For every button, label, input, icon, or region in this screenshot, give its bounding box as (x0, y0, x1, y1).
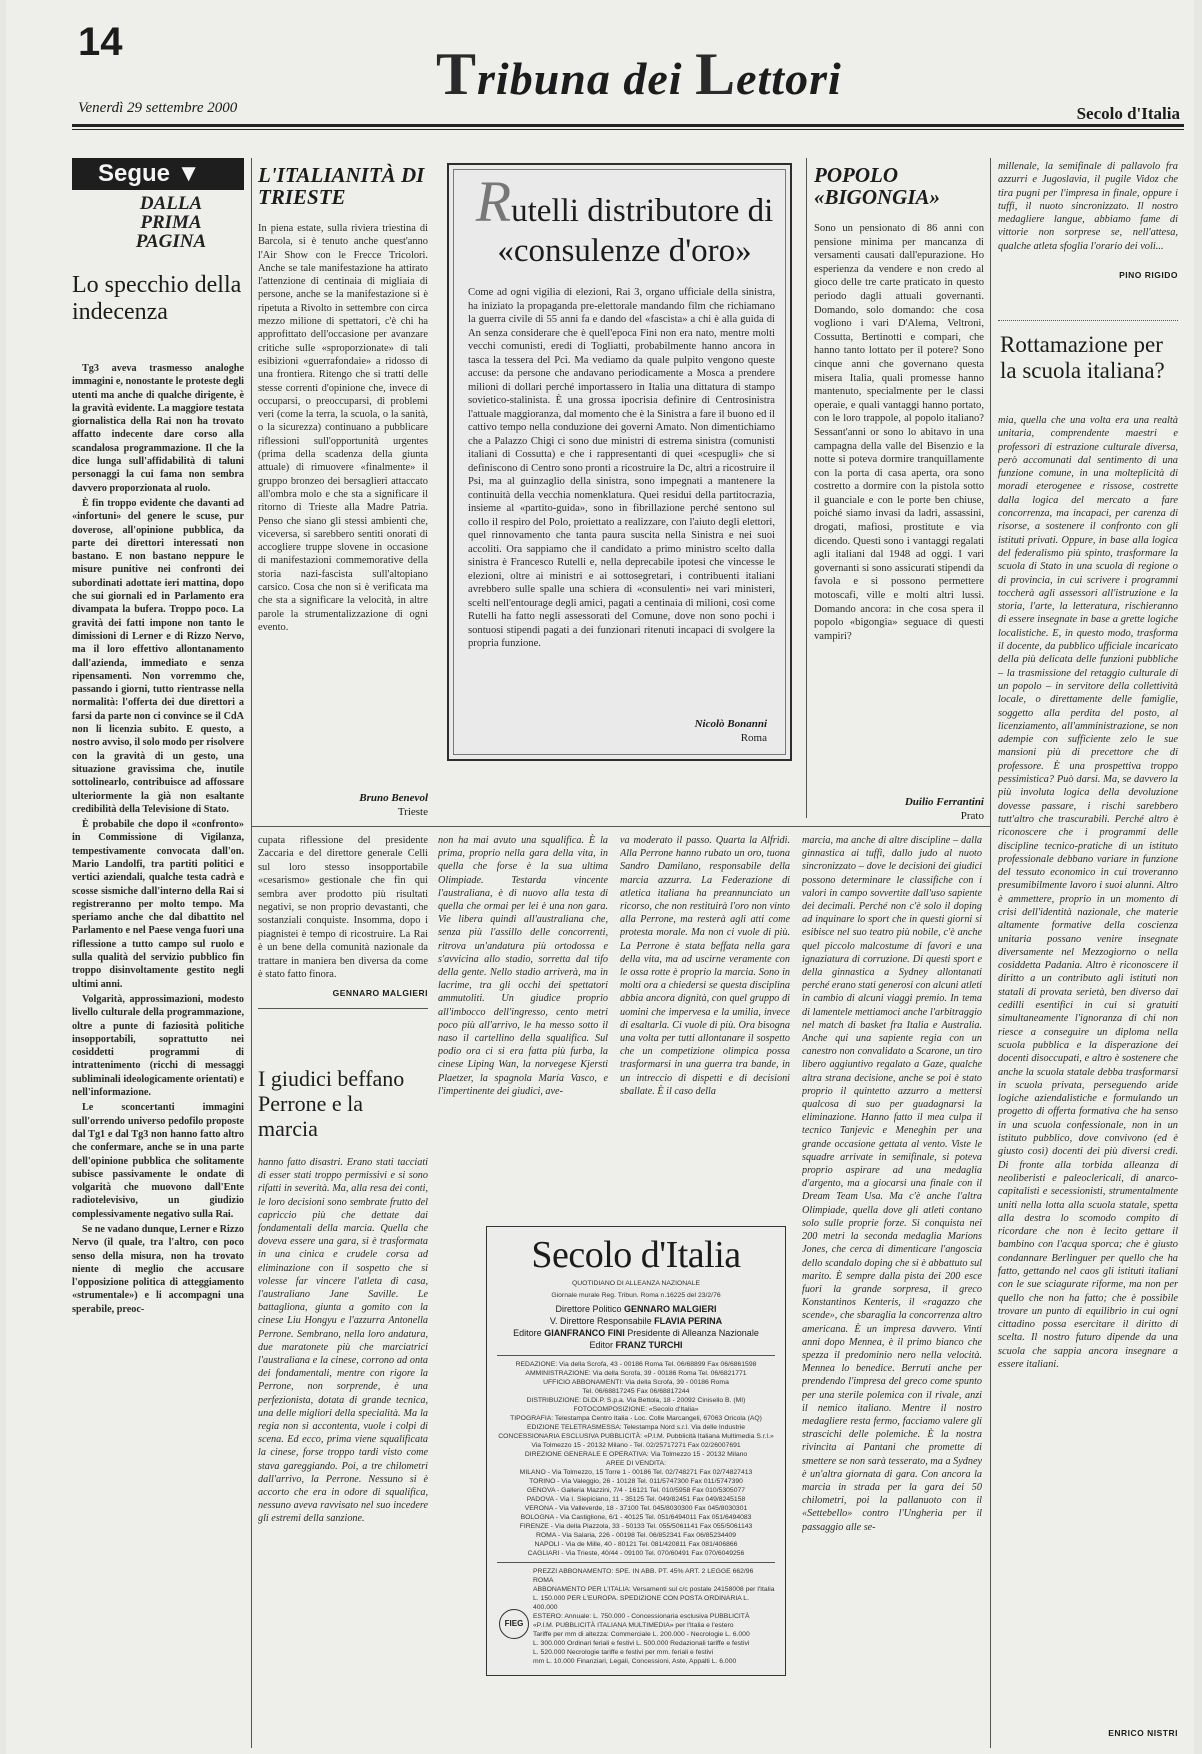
colophon-subtitle: QUOTIDIANO DI ALLEANZA NAZIONALE (571, 1280, 701, 1287)
vice-label: V. Direttore Responsabile (549, 1316, 652, 1326)
colophon-subscription-line: ESTERO: Annuale: L. 750.000 - Concessionaria esclusiva PUBBLICITÀ (533, 1613, 750, 1620)
giudici-headline: I giudici beffano Perrone e la marcia (258, 1066, 405, 1141)
colophon-rule (497, 1562, 775, 1563)
segue-paragraph: Volgarità, approssimazioni, modesto livello culturale della programmazione, oltre a punte di faziosità politiche insopportabili, soprattutto nei cosiddetti programmi di intrattenimento (ricchi di messaggi subliminali ideologicamente orientati) e nell'informazione. (72, 993, 244, 1099)
colophon-subscription-line: Tariffe per mm di altezza: Commerciale L. 200.000 - Necrologie L. 6.000 (533, 1631, 750, 1638)
segue-article (72, 362, 244, 1746)
colophon-subscription-line: L. 300.000 Ordinari feriali e festivi L. 500.000 Redazionali tariffe e festivi (533, 1640, 750, 1647)
colophon-registration: Giornale murale Reg. Tribun. Roma n.16225 del 23/2/76 (551, 1292, 721, 1299)
director-label: Direttore Politico (555, 1304, 622, 1314)
colophon-address-line: AREE DI VENDITA: (606, 1460, 666, 1467)
giudici-article-col-1: hanno fatto disastri. Erano stati tacciati di esser stati troppo permissivi e si sono rifatti in severità. Ma, alla resa dei conti, le loro decisioni sono sembrate frutto del capriccio più che dettate dai fondamentali della marcia. Quella che doveva essere una gara, si è trasformata in una cinica e crudele corsa ad eliminazione con il sospetto che si volesse far vincere l'atleta di casa, l'australiano Jane Saville. Le battagliona, giunta a gomito con la cinese Liu Hongyu e l'azzurra Antonella Perrone. Sembrano, nella loro andatura, due maratonete più che marciatrici l'australiana e la cinese, corrono ad onta dei fondamentali, mentre con rigore la Perrone, non sorprende, è una perfezionista, dotata di grande tecnica, una delle migliori della specialità. Ma la regia non si accontenta, vuole i colpi di scena. Ed ecco, prima viene squalificata la cinese, forse troppo tardi visto come stava gareggiando. Poi, a tre chilometri dall'arrivo, la Perrone. Nessuno si è accorto che era in odore di squalifica, nessuno aveva ravvisato nel suo incedere gli estremi della sanzione. (258, 1157, 428, 1525)
editor-label: Editor (589, 1340, 613, 1350)
section-divider (258, 1008, 428, 1009)
segue-paragraph: È fin troppo evidente che davanti ad «infortuni» del genere le scuse, pur doverose, all'opinione pubblica, da parte dei direttori interessati non bastano. E non bastano neppure le misure punitive nei confronti dei subordinati adottate ieri mattina, dopo che sui giornali ed in Parlamento era divampata la bufera. Troppo poco. La gravità dei fatti impone non tanto le dimissioni di Lerner e di Rizzo Nervo, ma il loro effettivo allontanamento dall'azienda, immediato e senza ripensamenti. Non vorremmo che, passando i giorni, tutto rientrasse nella normalità: l'offerta dei due direttori a farsi da parte non ci convince se il CdA non li licenzia subito. E questo, a nostro avviso, il solo modo per risolvere con la gravità di un gesto, una situazione gravissima che, inutile sottolinearlo, contribuisce ad affossare ulteriormente la già non esaltante credibilità della Televisione di Stato. (72, 497, 244, 815)
segue-paragraph: Se ne vadano dunque, Lerner e Rizzo Nervo (il quale, tra l'altro, con poco senso della misura, non ha trovato niente di meglio che accusare l'opposizione politica di atteggiamento «strumentale») e li accompagni una sperabile, preoc- (72, 1224, 244, 1315)
giudici-article-col-4: marcia, ma anche di altre discipline – dalla ginnastica ai tuffi, dallo judo al nuoto sincronizzato – dove le decisioni dei giudici possono determinare le classifiche con i valori in campo sovvertite dall'uso sapiente dei decimali. Perché non c'è solo il doping ad inquinare lo sport che in questi giorni si esibisce nel suo teatro più nobile, c'è anche quel piccolo malcostume di favori e una ignaziatura di corruzione. Di questi sport e della ginnastica a Sydney allontanati perché erano stati generosi con alcuni atleti in cambio di alcuni viaggi premio. In tema di lamentele mettiamoci anche l'arbitraggio nel match di basket fra Italia e Australia. Anche qui una sapiente regia con un canestro non convalidato a Scarone, un tiro libero aggiuntivo regalato a Gaze, qualche altra strana decisione, anche se poi è stato proprio il quintetto azzurro a mettersi qualcosa di suo per guadagnarsi la eliminazione. Hanno fatto il mea culpa il tecnico Tanjevic e Meneghin per una grande occasione gettata al vento. Viste le squadre arrivate in semifinale, si poteva proprio aspirare ad una medaglia d'argento, ma a giocarsi una finale con il Dream Team Usa. Ma c'è anche l'altra Olimpiade, quella dove gli atleti contano solo sulle proprie forze. Si conquista nei 200 metri la seconda medaglia Marions Jones, che cerca di dimenticare l'angoscia dello scandalo doping che si è abbattuto sul marito. È sempre dalla pista dei 200 esce fuori la grande sorpresa, il greco Konstantinos Kenteris, il «ragazzo che scende», che sbaraglia la concorrenza altro americana. È un impresa davvero. Vinti anni dopo Mennea, è il primo bianco che spezza il predominio nero nella velocità. Mennea lo benedice. Berruti anche per prendendo l'impresa del greco come spunto per una sterile polemica con il rivale, anzi il nemico italiano. Mentre il nostro medagliere resta fermo, facciamo valere gli strascichi delle polemiche. È la nostra rivincita ai Pantani che promette di smettere se non sarà tesserato, ma a Sydney è un'altra giornata di gara. Con ancora la marcia in strada per la gara dei 50 chilometri, poi la pallanuoto con il «Settebello» contro l'Ungheria per il passaggio alle se- (802, 835, 982, 1533)
rutelli-dropcap: R (475, 169, 512, 234)
masthead-initial-l: L (695, 41, 737, 107)
column-divider (806, 158, 807, 818)
segue-paragraph: È probabile che dopo il «confronto» in Commissione di Vigilanza, tempestivamente convocata dall'on. Mario Landolfi, tra partiti politici e vertici aziendali, qualche testa cadrà e scosse sismiche dall'interno della Rai si registreranno per molto tempo. Ma speriamo anche che dal dibattito nel Parlamento e nel Paese venga fuori una riflessione a tutto campo sul ruolo e sulla qualità del servizio pubblico fin troppo disinvoltamente gestito negli ultimi anni. (72, 819, 244, 990)
colophon-subscription-line: L. 520.000 Necrologie tariffe e festivi per mm. feriali e festivi (533, 1649, 714, 1656)
rutelli-headline (472, 169, 777, 271)
segue-paragraph: Tg3 aveva trasmesso analoghe immagini e, nonostante le proteste degli utenti ma anche di qualche dirigente, è la gravità evidente. La maggiore testata giornalistica della Rai non ha trovato affatto indecente dare corso alla scandalosa programmazione. Il che la dice lunga sull'affidabilità di taluni personaggi la cui fama non sembra davvero proporzionata al ruolo. (72, 363, 244, 494)
sport-signature: PINO RIGIDO (1119, 270, 1178, 280)
colophon-address-line: Tel. 06/68817245 Fax 06/68817244 (582, 1388, 690, 1395)
featured-inner-frame (453, 169, 786, 755)
section-divider (998, 320, 1178, 321)
colophon-address-line: ROMA - Via Salaria, 226 - 00198 Tel. 06/852341 Fax 06/85234409 (535, 1532, 737, 1539)
segue-continued-article: cupata riflessione del presidente Zaccaria e del direttore generale Celli sul loro stesso insopportabile «cesarismo» gestionale che fin qui sembra aver prodotto più risultati negativi, se non proprio devastanti, che sostanziali conquiste. Insomma, dopo i piagnistei è tempo di ricostruire. La Rai è un bene della comunità nazionale da trattare in maniera ben diversa da come è stato fatto finora. (258, 835, 428, 981)
colophon-address-line: MILANO - Via Tolmezzo, 15 Torre 1 - 00186 Tel. 02/748271 Fax 02/74827413 (519, 1469, 753, 1476)
segue-paragraph: Le sconcertanti immagini sull'orrendo universo pedofilo proposte dal Tg1 e dal Tg3 non hanno fatto altro che confermare, anche se in una parte dell'opinione pubblica che solitamente subisce passivamente le ondate di volgarità che muovono dall'Ente radiotelevisivo, un giudizio complessivamente negativo sulla Rai. (72, 1102, 244, 1220)
rottamazione-headline: Rottamazione per la scuola italiana? (1000, 332, 1165, 383)
colophon-address-line: Via Tolmezzo 15 - 20132 Milano - Tel. 02/25717271 Fax 02/26007691 (531, 1442, 741, 1449)
page-number: 14 (78, 20, 123, 64)
fieg-logo: FIEG (499, 1609, 529, 1639)
colophon-subscription-line: L. 150.000 PER L'EUROPA. SPEDIZIONE CON POSTA ORDINARIA L. 400.000 (533, 1595, 749, 1611)
colophon-address-line: DIREZIONE GENERALE E OPERATIVA: Via Tolmezzo 15 - 20132 Milano (524, 1451, 748, 1458)
colophon-publisher (497, 1327, 775, 1339)
colophon-address-line: FIRENZE - Via della Piazzola, 33 - 50133 Tel. 055/5061141 Fax 055/5061143 (519, 1523, 753, 1530)
issue-date: Venerdì 29 settembre 2000 (78, 100, 238, 116)
header-rule-thin (72, 129, 1184, 130)
trieste-place: Trieste (397, 806, 428, 818)
segue-signature: GENNARO MALGIERI (332, 988, 428, 998)
segue-label: Segue ▼ (72, 158, 244, 190)
colophon-address-line: FOTOCOMPOSIZIONE: «Secolo d'Italia» (573, 1406, 699, 1413)
segue-subtitle: DALLA PRIMA PAGINA (135, 193, 207, 252)
masthead-initial-t: T (436, 41, 478, 107)
rutelli-author: Nicolò Bonanni (694, 718, 767, 730)
column-divider (990, 158, 991, 1748)
trieste-author: Bruno Benevol (359, 792, 428, 804)
colophon-subscription-line: mm L. 10.000 Finanziari, Legali, Concessioni, Aste, Appalti L. 6.000 (533, 1658, 737, 1665)
colophon-address-list (497, 1360, 775, 1558)
masthead-word: ribuna dei (477, 53, 696, 104)
colophon-address-line: BOLOGNA - Via Castiglione, 6/1 - 40125 Tel. 051/6494011 Fax 051/6494083 (520, 1514, 752, 1521)
colophon-address-line: DISTRIBUZIONE: Di.Di.P. S.p.a. Via Bettola, 18 - 20092 Cinisello B. (MI) (526, 1397, 746, 1404)
rutelli-article: Come ad ogni vigilia di elezioni, Rai 3, organo ufficiale della sinistra, ha iniziato la propaganda pre-elettorale mandando film che richiamano la guerra civile di 55 anni fa e dando del «fascista» a chi è alla guida di An senza considerare che è quell'epoca Fini non era nato, mentre molti vecchi comunisti, eredi di Togliatti, probabilmente hanno ancora in tasca la tessera del Pci. Ma vediamo da quale pulpito vengono queste accuse: da persone che andavano periodicamente a Mosca a prendere milioni di dollari perché importassero in Italia una dittatura di stampo sovietico-stalinista. È una grossa ipocrisia definire di Centrosinistra l'attuale maggioranza, dal momento che è la Sinistra a fare il buono ed il cattivo tempo nella conduzione dei governi Amato. Non dimentichiamo che a Palazzo Chigi ci sono due ministri di estrema sinistra (comunisti italiani di Cossutta) e che i rappresentanti di quei «cespugli» che si definiscono di Centro sono pronti a ricostruire la Dc, altri a ricostruire il Psi, ma al guinzaglio della sinistra, sono impegnati a mantenere la continuità della vecchia nomenklatura. Quei residui della partitocrazia, insieme al «partito-guida», sono in fibrillazione perché sentono sul collo il respiro del Polo, proiettato a realizzare, con l'aiuto degli elettori, quel rinnovamento che tanta paura suscita nella Sinistra e nei suoi accoliti. Ora sappiamo che il candidato a primo ministro scelto dalla sinistra è Francesco Rutelli e, nella deprecabile ipotesi che vincesse le elezioni, oltre ai ministri e ai sottosegretari, i contribuenti italiani avrebbero sulle spalle una schiera di «consulenti» nei vari ministeri, scelti nell'entourage degli amici, pagati a centinaia di milioni, così come Rutelli ha fatto negli assessorati del Comune, dove non sono pochi i sontuosi stipendi pagati a dei funzionari ritenuti incapaci di svolgere la propria funzione. (468, 287, 775, 649)
rottamazione-signature: ENRICO NISTRI (1108, 1728, 1178, 1738)
colophon-address-line: CAGLIARI - Via Trieste, 40/44 - 09100 Tel. 070/60491 Fax 070/6049256 (527, 1550, 745, 1557)
bigongia-author: Duilio Ferrantini (904, 796, 984, 808)
colophon-subscription-list (497, 1567, 775, 1666)
editor-name: FRANZ TURCHI (615, 1340, 683, 1350)
rottamazione-article: mia, quella che una volta era una realtà unitaria, comprendente maestri e professori di estrazione culturale diversa, però accomunati dal sentimento di una funzione comune, in una molteplicità di moradi eterogenee e rissose, costrette dalla logica del mercato a fare concorrenza, ma incapaci, per carenza di risorse, a sostenere il confronto con gli istituti privati. Oppure, in base alla logica del federalismo più spinto, trasformare la scuola di Stato in una scuola di regione o di provincia, in cui scrivere i programmi toccherà agli assessori all'istruzione e la storia, l'arte, la letteratura, rischieranno di essere insegnate in base a grette logiche localistiche. E, in questo modo, trasforma il docente, da pubblico ufficiale incaricato della più delicata delle funzioni pubbliche – la trasmissione del retaggio culturale di un popolo – in servitore della collettività locale, o direttamente delle famiglie, soggetto alla perdita del posto, al licenziamento, all'amministrazione, se non adempie con sufficiente zelo le sue mansioni più di precettore che di professore. È una prospettiva troppo pessimistica? Può darsi. Ma, se davvero la più involuta logica della devoluzione dovesse passare, i rischi sarebbero tutt'altro che trascurabili. Perché altro è riconoscere che i programmi delle discipline tecnico-pratiche di un istituto professionale debbano variare in funzione del tessuto economico in cui troveranno presumibilmente lavoro i suoi alunni. Altro è ammettere, proprio in un momento di crisi dell'identità nazionale, che materie altamente formative della coscienza unitaria possano venire insegnate diversamente nel Mezzogiorno o nella cosiddetta Padania. Altro è riconoscere il diritto a un contributo agli istituti non statali di provata serietà, ben diverso dai cedilli esentifici in cui si gratuiti simultaneamente l'ignoranza di chi non riesce a conseguire un diploma nella scuola pubblica e la disperazione dei docenti disoccupati, e altro è sostenere che anche la scuola statale debba trasformarsi in scuola privata, perseguendo aride logiche aziendalistiche e formulando un progetto di offerta formativa che ha senso in una scuola confessionale, non in un istituto pubblico, dove convivono (ed è giusto così) docenti dei più diversi credi. Di fronte alla torbida alleanza di neoliberisti e paleoclericali, di anarco-capitalisti e secessionisti, strumentalmente uniti nella lotta alla scuola statale, spetta alla destra lo scomodo compito di ricordare che non è lecito gettare il bambino con l'acqua sporca; che è giusto condannare Berlinguer per quello che ha fatto, gettando nel caos gli istituti italiani con le sue sciagurate riforme, ma non per quello che non ha fatto; che è possibile trovare un punto di equilibrio in cui ogni cittadino possa esercitare il diritto di scelta. Il nostro futuro dipende da una scuola che sappia ancora insegnare a essere italiani. (998, 415, 1178, 1371)
publisher-role: Presidente di Alleanza Nazionale (627, 1328, 759, 1338)
colophon-subscription-line: ABBONAMENTO PER L'ITALIA: Versamenti sul c/c postale 24158008 per l'Italia (533, 1586, 775, 1593)
lower-section-rule (252, 826, 990, 827)
colophon-subscription-line: PREZZI ABBONAMENTO: SPE. IN ABB. PT. 45% ART. 2 LEGGE 662/96 ROMA (533, 1568, 754, 1584)
colophon-address-line: GENOVA - Galleria Mazzini, 7/4 - 16121 Tel. 010/5958 Fax 010/5305077 (526, 1487, 746, 1494)
publisher-name: GIANFRANCO FINI (544, 1328, 625, 1338)
column-divider (251, 158, 252, 1748)
rutelli-place: Roma (740, 732, 767, 744)
colophon-address-line: AMMINISTRAZIONE: Via della Scrofa, 39 - 00186 Roma Tel. 06/6821771 (525, 1370, 747, 1377)
segue-headline: Lo specchio della indecenza (72, 272, 242, 325)
colophon-subscription-line: «P.I.M. PUBBLICITÀ ITALIANA MULTIMEDIA» per l'Italia e l'estero (533, 1622, 734, 1629)
section-masthead (436, 40, 842, 109)
colophon-address-line: TIPOGRAFIA: Telestampa Centro Italia - Loc. Colle Marcangeli, 67063 Oricola (AQ) (510, 1415, 762, 1422)
featured-letter-box (447, 163, 792, 761)
vice-name: FLAVIA PERINA (654, 1316, 723, 1326)
bigongia-headline: POPOLO «BIGONGIA» (814, 163, 941, 209)
sport-continuation: millenale, la semifinale di pallavolo fra azzurri e Jugoslavia, il pugile Vidoz che tira pugni per l'impresa in finale, oppure i tuffi, il nuoto sincronizzato. Il nostro medagliere langue, abbiamo fame di vittorie non sorprese se, nell'attesa, qualche atleta sfoglia l'orario dei voli... (998, 161, 1178, 252)
colophon-address-line: EDIZIONE TELETRASMESSA: Telestampa Nord s.r.l. Via delle Industrie (527, 1424, 745, 1431)
colophon-logo: Secolo d'Italia (531, 1234, 741, 1276)
header-rule (72, 124, 1184, 127)
colophon-address-line: UFFICIO ABBONAMENTI: Via della Scrofa, 39 - 00186 Roma (543, 1379, 729, 1386)
masthead-word-2: ettori (736, 53, 842, 104)
colophon-address-line: CONCESSIONARIA ESCLUSIVA PUBBLICITÀ: «P.I.M. Pubblicità Italiana Multimedia S.r.l.» (498, 1433, 774, 1440)
trieste-headline: L'ITALIANITÀ DI TRIESTE (258, 163, 425, 209)
bigongia-place: Prato (960, 810, 984, 822)
giudici-article-col-3: va moderato il passo. Quarta la Alfridi. Alla Perrone hanno rubato un oro, tuona Sandro Damilano, responsabile della marcia azzurra. La Federazione di atletica italiana ha preannunciato un ricorso, che non restituirà l'oro non vinto alla Perrone, ma resterà agli atti come protesta morale. Ma non ci vuole di più. La Perrone è stata beffata nella gara della vita, ma ad uscirne veramente con le ossa rotte è proprio la marcia. Sono in molti ora a chiedersi se questa disciplina abbia ancora dignità, con quel gruppo di uomini che impervesa e la umilia, invece di esaltarla. Ci vuole di più. Ora bisogna una volta per tutti allontanare il sospetto che un competizione olimpica possa trasformarsi in una guerra tra bande, in un intreccio di dispetti e di decisioni sballate. È il caso della (620, 835, 790, 1097)
director-name: GENNARO MALGIERI (624, 1304, 717, 1314)
colophon-address-line: PADOVA - Via I. Siepiciano, 11 - 35125 Tel. 049/82451 Fax 049/8245158 (526, 1496, 746, 1503)
colophon-address-line: REDAZIONE: Via della Scrofa, 43 - 00186 Roma Tel. 06/68899 Fax 06/6861598 (515, 1361, 757, 1368)
newspaper-page (6, 0, 1194, 1754)
colophon-address-line: NAPOLI - Via de Mille, 40 - 80121 Tel. 081/420811 Fax 081/406866 (534, 1541, 738, 1548)
colophon-vice (497, 1315, 775, 1327)
colophon-address-line: TORINO - Via Valeggio, 26 - 10128 Tel. 011/5747300 Fax 011/5747390 (529, 1478, 743, 1485)
colophon-editor (497, 1339, 775, 1351)
bigongia-article: Sono un pensionato di 86 anni con pensione minima per mancanza di versamenti causati dall'epurazione. Ho esperienza da vendere e non credo al gioco delle tre carte praticato in questo periodo dagli attuali governanti. Domando, solo domando: che cosa vogliono i vari D'Alema, Veltroni, Cossutta, Bertinotti e compari, che hanno tanto lottato per il potere? Sono cinque anni che governano questa misera Italia, quali promesse hanno mantenuto, specialmente per le classi operaie, e quali vantaggi hanno portato, con le loro trappole, al popolo italiano? Sessant'anni or sono lo abitavo in una campagna della valle del Bisenzio e la notte si poteva dormire tranquillamente con la porta di casa aperta, ora sono costretto a dormire con la pistola sotto il guanciale e con le porte ben chiuse, poiché siamo invasi da ladri, assassini, drogati, mafiosi, prostitute e via dicendo. Questi sono i vantaggi regalati agli italiani dal 1948 ad oggi. I vari governanti si sono assicurati stipendi da favola e si possono permettere motoscafi, ville e molti altri lussi. Domando ancora: in che cosa spera il popolo «bigongia» seguace di questi vampiri? (814, 223, 984, 642)
colophon-box (486, 1226, 786, 1676)
giudici-article-col-2: non ha mai avuto una squalifica. È la prima, proprio nella gara della vita, in quella che forse è la sua ultima Olimpiade. Testarda vincente l'australiana, è di nuovo alla testa di quella che ormai per lei è una non gara. Vie libera quindi all'australiana che, senza più l'assillo delle concorrenti, ritrova un'andatura più ortodossa e s'avvicina allo stadio, sorretta dal tifo della gente. Nello stadio arriverà, ma in lacrime, tra gli occhi dei spettatori ammutoliti. Un giudice proprio all'imbocco dell'ingresso, cento metri poco più all'arrivo, le ha messo sotto il naso il cartellino della squalifica. Sul podio ora ci si era fatta più furba, la cinese Liping Wan, la norvegese Kjersti Plaetzer, la spagnola María Vasco, e l'impertinente dei giudici, ave- (438, 835, 608, 1097)
rutelli-headline-text: utelli distributore di «consulenze d'oro» (497, 193, 774, 269)
colophon-director (497, 1303, 775, 1315)
trieste-article: In piena estate, sulla riviera triestina di Barcola, si è tenuto anche quest'anno l'Air Show con le Frecce Tricolori. Anche se tale manifestazione ha attirato l'attenzione di centinaia di migliaia di persone, anche se la manifestazione si è ripetuta a Rivolto in settembre con circa mezzo milione di spettatori, c'è chi ha approfittato dell'occasione per avanzare critiche sulle «sproporzionate» di tali esibizioni «guerrafondaie» a ridosso di una frontiera. Ritengo che si tratti delle stesse correnti d'opinione che, invece di occuparsi, o preoccuparsi, di problemi veri (come la terra, la scuola, o la sanità, o la sicurezza) continuano a pubblicare riflessioni sull'opportunità urgentes (prima della scadenza della giunta attuale) di rimuovere «finalmente» il gruppo bronzeo dei bersaglieri attaccato all'ombra molo e che sta a significare il ritorno di Trieste alla Madre Patria. Penso che siano gli stessi ambienti che, viceversa, si sarebbero sentiti onorati di accogliere truppe slovene in occasione di manifestazioni commemorative della storia nazi-fascista sull'altopiano carsico. Cosa che non si è verificata ma che sta a significare la velocità, in altre parole la strumentalizzazione di ogni evento. (258, 223, 428, 633)
colophon-address-line: VERONA - Via Valleverde, 18 - 37100 Tel. 045/8030300 Fax 045/8030301 (524, 1505, 748, 1512)
brand-name: Secolo d'Italia (1076, 104, 1180, 123)
publisher-label: Editore (513, 1328, 542, 1338)
colophon-rule (497, 1355, 775, 1356)
